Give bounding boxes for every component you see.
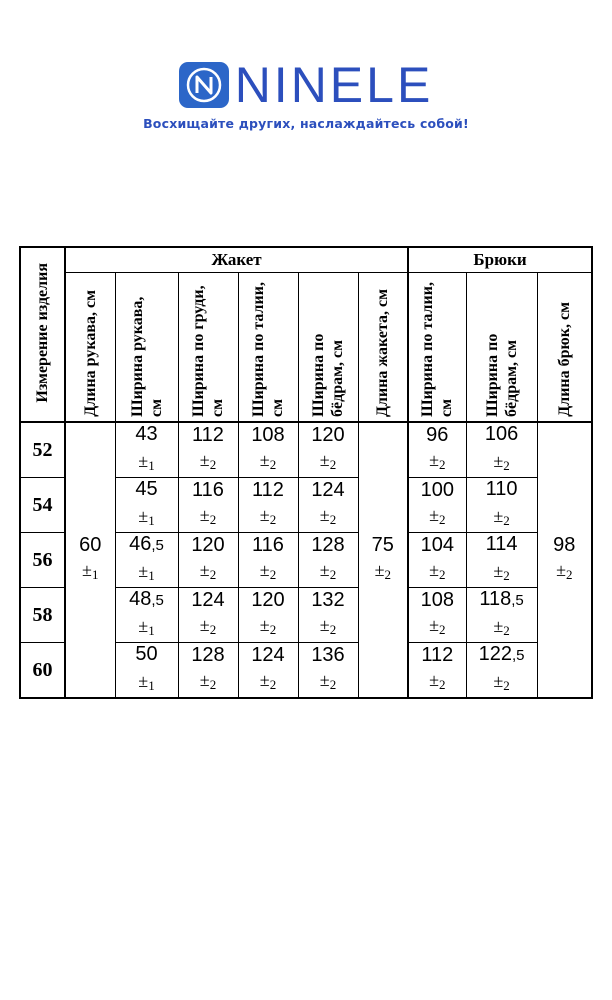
table-row (20, 422, 592, 478)
col-waist-width: Ширина по талии, см (238, 273, 298, 423)
col-pants-waist: Ширина по талии, см (408, 273, 466, 423)
pants-waist-cell: 112 $\pm_2$ (408, 643, 466, 699)
pants-length-cell: 98 $\pm_2$ (537, 422, 592, 698)
hips-width-cell: 132 $\pm_2$ (298, 588, 358, 643)
waist-width-cell: 108 $\pm_2$ (238, 422, 298, 478)
chest-width-cell: 112 $\pm_2$ (178, 422, 238, 478)
sleeve-width-cell: 48,5 $\pm_1$ (115, 588, 178, 643)
brand-logo (0, 57, 612, 131)
jacket-group-header: Жакет (65, 247, 408, 273)
hips-width-cell: 120 $\pm_2$ (298, 422, 358, 478)
pants-hips-cell: 118,5 $\pm_2$ (466, 588, 537, 643)
pants-hips-cell: 114 $\pm_2$ (466, 533, 537, 588)
brand-n-icon (179, 62, 229, 108)
col-sleeve-length: Длина рукава, см (65, 273, 115, 423)
pants-hips-cell: 110 $\pm_2$ (466, 478, 537, 533)
chest-width-cell: 124 $\pm_2$ (178, 588, 238, 643)
chest-width-cell: 128 $\pm_2$ (178, 643, 238, 699)
sleeve-length-cell: 60 $\pm_1$ (65, 422, 115, 698)
pants-hips-cell: 122,5 $\pm_2$ (466, 643, 537, 699)
hips-width-cell: 128 $\pm_2$ (298, 533, 358, 588)
pants-waist-cell: 104 $\pm_2$ (408, 533, 466, 588)
hips-width-cell: 136 $\pm_2$ (298, 643, 358, 699)
size-label: 60 (20, 643, 65, 699)
pants-waist-cell: 100 $\pm_2$ (408, 478, 466, 533)
col-sleeve-width: Ширина рукава, см (115, 273, 178, 423)
chest-width-cell: 120 $\pm_2$ (178, 533, 238, 588)
pants-waist-cell: 96 $\pm_2$ (408, 422, 466, 478)
pants-waist-cell: 108 $\pm_2$ (408, 588, 466, 643)
col-pants-hips: Ширина по бёдрам, см (466, 273, 537, 423)
size-label: 56 (20, 533, 65, 588)
brand-slogan: Восхищайте других, наслаждайтесь собой! (143, 116, 469, 131)
col-chest-width: Ширина по груди, см (178, 273, 238, 423)
col-jacket-length: Длина жакета, см (358, 273, 408, 423)
chest-width-cell: 116 $\pm_2$ (178, 478, 238, 533)
hips-width-cell: 124 $\pm_2$ (298, 478, 358, 533)
col-hips-width: Ширина по бёдрам, см (298, 273, 358, 423)
size-label: 58 (20, 588, 65, 643)
sleeve-width-cell: 50 $\pm_1$ (115, 643, 178, 699)
brand-name: NINELE (234, 57, 434, 113)
waist-width-cell: 112 $\pm_2$ (238, 478, 298, 533)
waist-width-cell: 124 $\pm_2$ (238, 643, 298, 699)
size-label: 54 (20, 478, 65, 533)
size-chart-table (19, 246, 593, 699)
sleeve-width-cell: 46,5 $\pm_1$ (115, 533, 178, 588)
size-label: 52 (20, 422, 65, 478)
col-pants-length: Длина брюк, см (537, 273, 592, 423)
sleeve-width-cell: 45 $\pm_1$ (115, 478, 178, 533)
pants-group-header: Брюки (408, 247, 592, 273)
waist-width-cell: 120 $\pm_2$ (238, 588, 298, 643)
jacket-length-cell: 75 $\pm_2$ (358, 422, 408, 698)
waist-width-cell: 116 $\pm_2$ (238, 533, 298, 588)
pants-hips-cell: 106 $\pm_2$ (466, 422, 537, 478)
size-column-header: Измерение изделия (20, 247, 65, 422)
sleeve-width-cell: 43 $\pm_1$ (115, 422, 178, 478)
